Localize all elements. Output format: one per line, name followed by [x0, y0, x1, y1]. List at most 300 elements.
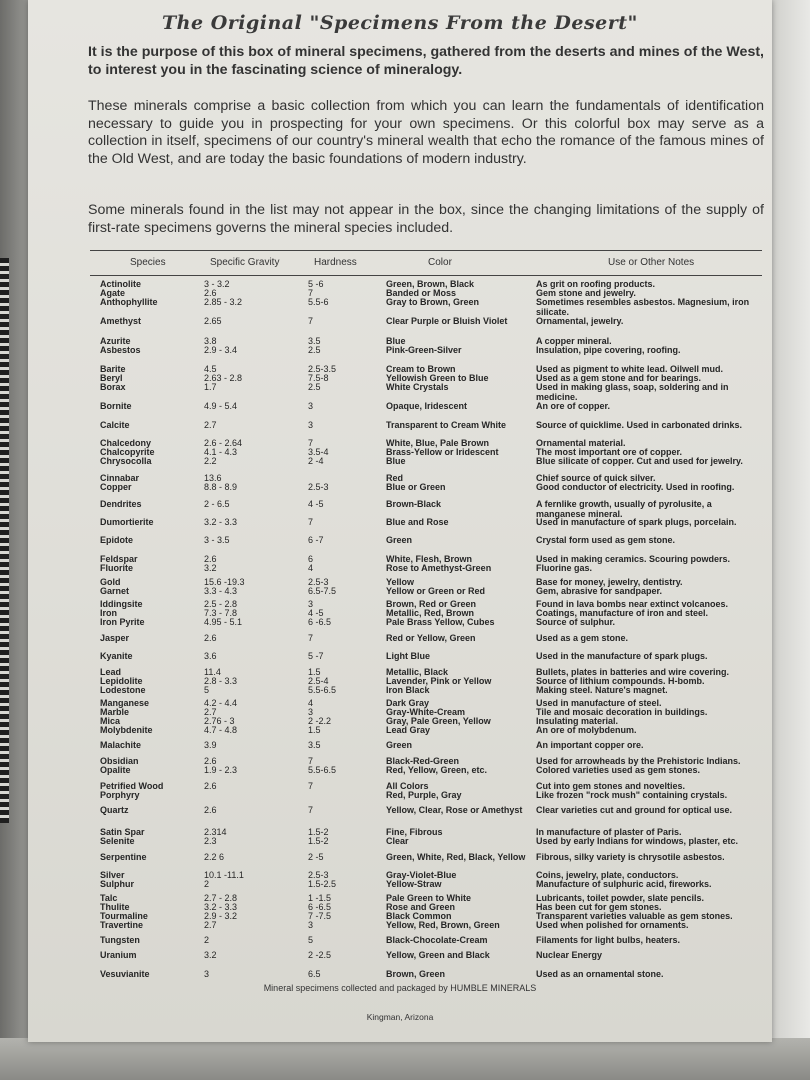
- color-cell: Brass-Yellow or Iridescent: [386, 447, 499, 457]
- hardness-cell: 4 -5: [308, 608, 324, 618]
- species-cell: Chalcedony: [100, 438, 152, 448]
- hardness-cell: 2.5-3: [308, 870, 329, 880]
- gravity-cell: 3.2: [204, 950, 217, 960]
- color-cell: Yellow, Green and Black: [386, 950, 490, 960]
- gravity-cell: 2.3: [204, 836, 217, 846]
- notes-cell: Source of lithium compounds. H-bomb.: [536, 676, 705, 686]
- table-row: [90, 970, 762, 984]
- notes-cell: Used as pigment to white lead. Oilwell mud.: [536, 364, 724, 374]
- species-cell: Actinolite: [100, 279, 142, 289]
- table-row: [90, 837, 762, 851]
- species-cell: Feldspar: [100, 554, 138, 564]
- gravity-cell: 2.2: [204, 456, 217, 466]
- gravity-cell: 11.4: [204, 667, 221, 677]
- hardness-cell: 7: [308, 633, 314, 643]
- species-cell: Dumortierite: [100, 517, 154, 527]
- species-cell: Agate: [100, 288, 126, 298]
- notes-cell: Chief source of quick silver.: [536, 473, 656, 483]
- color-cell: White Crystals: [386, 382, 449, 392]
- species-cell: Cinnabar: [100, 473, 140, 483]
- species-cell: Vesuvianite: [100, 969, 150, 979]
- species-cell: Anthophyllite: [100, 297, 158, 307]
- species-cell: Asbestos: [100, 345, 141, 355]
- species-cell: Tourmaline: [100, 911, 148, 921]
- color-cell: All Colors: [386, 781, 429, 791]
- gravity-cell: 2: [204, 935, 210, 945]
- gravity-cell: 2.5 - 2.8: [204, 599, 238, 609]
- notes-cell: Source of sulphur.: [536, 617, 616, 627]
- gravity-cell: 3: [204, 969, 210, 979]
- notes-cell: Used in the manufacture of spark plugs.: [536, 651, 708, 661]
- color-cell: Metallic, Red, Brown: [386, 608, 475, 618]
- hardness-cell: 1.5: [308, 725, 321, 735]
- gravity-cell: 4.2 - 4.4: [204, 698, 238, 708]
- species-cell: Garnet: [100, 586, 130, 596]
- species-cell: Beryl: [100, 373, 123, 383]
- hardness-cell: 5.5-6: [308, 297, 329, 307]
- gravity-cell: 3.9: [204, 740, 217, 750]
- intro-paragraph-1: It is the purpose of this box of mineral specimens, gathered from the deserts and mines of the West, to interest you in the fascinating science of mineralogy.: [88, 44, 764, 78]
- notes-cell: Source of quicklime. Used in carbonated drinks.: [536, 420, 743, 430]
- color-cell: Yellow, Clear, Rose or Amethyst: [386, 805, 523, 815]
- hardness-cell: 5 -6: [308, 279, 324, 289]
- hardness-cell: 7 -7.5: [308, 911, 332, 921]
- notes-cell: Ornamental material.: [536, 438, 626, 448]
- color-cell: White, Flesh, Brown: [386, 554, 473, 564]
- hardness-cell: 5.5-6.5: [308, 685, 337, 695]
- hardness-cell: 4: [308, 563, 314, 573]
- color-cell: Black-Red-Green: [386, 756, 460, 766]
- gravity-cell: 2.6 - 2.64: [204, 438, 243, 448]
- color-cell: Opaque, Iridescent: [386, 401, 468, 411]
- notes-cell: Gem, abrasive for sandpaper.: [536, 586, 663, 596]
- notes-cell: Has been cut for gem stones.: [536, 902, 662, 912]
- table-row: [90, 536, 762, 550]
- table-row: [90, 297, 762, 317]
- species-cell: Lead: [100, 667, 122, 677]
- intro-paragraph-3: Some minerals found in the list may not appear in the box, since the changing limitations of the supply of first-rate specimens governs the mineral species included.: [88, 202, 764, 236]
- color-cell: Brown-Black: [386, 499, 442, 509]
- table-row: [90, 652, 762, 666]
- gravity-cell: 2.314: [204, 827, 227, 837]
- notes-cell: As grit on roofing products.: [536, 279, 655, 289]
- notes-cell: Coatings, manufacture of iron and steel.: [536, 608, 709, 618]
- notes-cell: Tile and mosaic decoration in buildings.: [536, 707, 708, 717]
- notes-cell: Filaments for light bulbs, heaters.: [536, 935, 681, 945]
- notes-cell: Making steel. Nature's magnet.: [536, 685, 668, 695]
- color-cell: Brown, Green: [386, 969, 446, 979]
- gravity-cell: 3.2 - 3.3: [204, 517, 238, 527]
- gravity-cell: 4.7 - 4.8: [204, 725, 238, 735]
- species-cell: Fluorite: [100, 563, 133, 573]
- notes-cell: Gem stone and jewelry.: [536, 288, 636, 298]
- species-cell: Molybdenite: [100, 725, 153, 735]
- color-cell: Brown, Red or Green: [386, 599, 477, 609]
- color-cell: Iron Black: [386, 685, 430, 695]
- gravity-cell: 2.7: [204, 920, 217, 930]
- species-cell: Lepidolite: [100, 676, 143, 686]
- notes-cell: Coins, jewelry, plate, conductors.: [536, 870, 679, 880]
- color-cell: Blue and Rose: [386, 517, 449, 527]
- color-cell: Yellow, Red, Brown, Green: [386, 920, 500, 930]
- species-cell: Serpentine: [100, 852, 147, 862]
- gravity-cell: 2.8 - 3.3: [204, 676, 238, 686]
- intro-paragraph-2: These minerals comprise a basic collection from which you can learn the fundamentals of identification necessary to guide you in prospecting for your own specimens. Or this colorful box may serve as a collection in itself, specimens of our country's mineral wealth that echo the romance of the famous mines of the Old West, and are today the basic foundations of modern industry.: [88, 98, 764, 167]
- notes-cell: Fluorine gas.: [536, 563, 593, 573]
- hardness-cell: 3: [308, 401, 314, 411]
- hardness-cell: 3: [308, 707, 314, 717]
- hardness-cell: 3.5: [308, 336, 321, 346]
- gravity-cell: 2 - 6.5: [204, 499, 230, 509]
- gravity-cell: 3.3 - 4.3: [204, 586, 238, 596]
- species-cell: Travertine: [100, 920, 144, 930]
- color-cell: Green: [386, 740, 413, 750]
- species-cell: Amethyst: [100, 316, 142, 326]
- color-cell: Red, Yellow, Green, etc.: [386, 765, 488, 775]
- gravity-cell: 2.6: [204, 633, 217, 643]
- hardness-cell: 6.5-7.5: [308, 586, 337, 596]
- species-cell: Thulite: [100, 902, 130, 912]
- notes-cell: Fibrous, silky variety is chrysotile asbestos.: [536, 852, 725, 862]
- footer-location: Kingman, Arizona: [366, 1012, 434, 1022]
- gravity-cell: 1.7: [204, 382, 217, 392]
- gravity-cell: 2.9 - 3.2: [204, 911, 238, 921]
- notes-cell: An ore of molybdenum.: [536, 725, 637, 735]
- table-row: [90, 518, 762, 532]
- color-cell: Gray, Pale Green, Yellow: [386, 716, 491, 726]
- species-cell: Marble: [100, 707, 130, 717]
- notes-cell: A fernlike growth, usually of pyrolusite, a manganese mineral.: [536, 499, 712, 519]
- hardness-cell: 7: [308, 316, 314, 326]
- color-cell: White, Blue, Pale Brown: [386, 438, 490, 448]
- hardness-cell: 2 -4: [308, 456, 324, 466]
- hardness-cell: 1 -1.5: [308, 893, 332, 903]
- table-row: [90, 421, 762, 435]
- notes-cell: Bullets, plates in batteries and wire covering.: [536, 667, 730, 677]
- color-cell: Pink-Green-Silver: [386, 345, 462, 355]
- table-row: [90, 741, 762, 755]
- notes-cell: Clear varieties cut and ground for optical use.: [536, 805, 733, 815]
- notes-cell: Crystal form used as gem stone.: [536, 535, 676, 545]
- gravity-cell: 2.6: [204, 554, 217, 564]
- header-gravity: Specific Gravity: [210, 257, 280, 268]
- bead-chain: [0, 258, 9, 823]
- table-row: [90, 791, 762, 805]
- color-cell: Banded or Moss: [386, 288, 457, 298]
- notes-cell: Base for money, jewelry, dentistry.: [536, 577, 683, 587]
- color-cell: Yellow: [386, 577, 415, 587]
- table-row: [90, 921, 762, 935]
- species-cell: Jasper: [100, 633, 130, 643]
- notes-cell: In manufacture of plaster of Paris.: [536, 827, 682, 837]
- color-cell: Dark Gray: [386, 698, 430, 708]
- header-color: Color: [428, 257, 452, 268]
- species-cell: Iddingsite: [100, 599, 143, 609]
- species-cell: Barite: [100, 364, 126, 374]
- species-cell: Chrysocolla: [100, 456, 152, 466]
- color-cell: Metallic, Black: [386, 667, 449, 677]
- gravity-cell: 3.2 - 3.3: [204, 902, 238, 912]
- notes-cell: Manufacture of sulphuric acid, fireworks.: [536, 879, 712, 889]
- hardness-cell: 7: [308, 517, 314, 527]
- species-cell: Porphyry: [100, 790, 140, 800]
- notes-cell: An ore of copper.: [536, 401, 611, 411]
- gravity-cell: 3.2: [204, 563, 217, 573]
- species-cell: Sulphur: [100, 879, 134, 889]
- header-species: Species: [130, 257, 166, 268]
- hardness-cell: 3.5: [308, 740, 321, 750]
- notes-cell: Cut into gem stones and novelties.: [536, 781, 686, 791]
- gravity-cell: 13.6: [204, 473, 222, 483]
- gravity-cell: 5: [204, 685, 210, 695]
- table-row: [90, 766, 762, 780]
- species-cell: Epidote: [100, 535, 133, 545]
- hardness-cell: 7: [308, 805, 314, 815]
- species-cell: Selenite: [100, 836, 135, 846]
- notes-cell: Insulation, pipe covering, roofing.: [536, 345, 681, 355]
- table-row: [90, 317, 762, 331]
- species-cell: Uranium: [100, 950, 137, 960]
- notes-cell: The most important ore of copper.: [536, 447, 683, 457]
- gravity-cell: 2.65: [204, 316, 222, 326]
- gravity-cell: 2.6: [204, 756, 217, 766]
- specimen-sheet: [28, 0, 772, 1042]
- color-cell: Green, Brown, Black: [386, 279, 475, 289]
- gravity-cell: 2.9 - 3.4: [204, 345, 238, 355]
- hardness-cell: 6 -6.5: [308, 902, 332, 912]
- notes-cell: Blue silicate of copper. Cut and used for jewelry.: [536, 456, 743, 466]
- notes-cell: Colored varieties used as gem stones.: [536, 765, 701, 775]
- color-cell: Yellow-Straw: [386, 879, 442, 889]
- species-cell: Mica: [100, 716, 121, 726]
- notes-cell: An important copper ore.: [536, 740, 644, 750]
- species-cell: Chalcopyrite: [100, 447, 155, 457]
- hardness-cell: 7: [308, 756, 314, 766]
- hardness-cell: 7: [308, 288, 314, 298]
- notes-cell: Like frozen "rock mush" containing crystals.: [536, 790, 728, 800]
- notes-cell: Used as a gem stone.: [536, 633, 629, 643]
- species-cell: Kyanite: [100, 651, 133, 661]
- color-cell: Red: [386, 473, 404, 483]
- gravity-cell: 2.7: [204, 707, 217, 717]
- table-row: [90, 346, 762, 360]
- table-row: [90, 806, 762, 820]
- table-row: [90, 382, 762, 402]
- color-cell: Lead Gray: [386, 725, 431, 735]
- gravity-cell: 2.6: [204, 288, 217, 298]
- notes-cell: Lubricants, toilet powder, slate pencils.: [536, 893, 705, 903]
- species-cell: Manganese: [100, 698, 150, 708]
- table-row: [90, 483, 762, 497]
- table-row: [90, 457, 762, 471]
- species-cell: Borax: [100, 382, 126, 392]
- hardness-cell: 6 -7: [308, 535, 324, 545]
- hardness-cell: 3: [308, 920, 314, 930]
- color-cell: Rose to Amethyst-Green: [386, 563, 492, 573]
- gravity-cell: 7.3 - 7.8: [204, 608, 238, 618]
- gravity-cell: 2.85 - 3.2: [204, 297, 243, 307]
- notes-cell: Used in making ceramics. Scouring powders.: [536, 554, 731, 564]
- species-cell: Iron Pyrite: [100, 617, 145, 627]
- color-cell: Green, White, Red, Black, Yellow: [386, 852, 526, 862]
- color-cell: Gray-White-Cream: [386, 707, 466, 717]
- color-cell: Lavender, Pink or Yellow: [386, 676, 492, 686]
- gravity-cell: 4.9 - 5.4: [204, 401, 238, 411]
- hardness-cell: 3: [308, 599, 314, 609]
- header-hardness: Hardness: [314, 257, 357, 268]
- notes-cell: Used in manufacture of spark plugs, porcelain.: [536, 517, 737, 527]
- gravity-cell: 15.6 -19.3: [204, 577, 245, 587]
- hardness-cell: 1.5-2: [308, 827, 329, 837]
- hardness-cell: 5: [308, 935, 314, 945]
- hardness-cell: 2.5-3.5: [308, 364, 337, 374]
- hardness-cell: 4: [308, 698, 314, 708]
- hardness-cell: 2.5-3: [308, 482, 329, 492]
- species-cell: Obsidian: [100, 756, 139, 766]
- notes-cell: Used as an ornamental stone.: [536, 969, 664, 979]
- color-cell: Pale Green to White: [386, 893, 472, 903]
- notes-cell: Insulating material.: [536, 716, 619, 726]
- species-cell: Talc: [100, 893, 118, 903]
- hardness-cell: 1.5: [308, 667, 321, 677]
- color-cell: Cream to Brown: [386, 364, 456, 374]
- species-cell: Dendrites: [100, 499, 142, 509]
- hardness-cell: 1.5-2.5: [308, 879, 337, 889]
- notes-cell: Nuclear Energy: [536, 950, 603, 960]
- header-notes: Use or Other Notes: [608, 257, 695, 268]
- gravity-cell: 3.6: [204, 651, 217, 661]
- gravity-cell: 2.7 - 2.8: [204, 893, 238, 903]
- species-cell: Gold: [100, 577, 121, 587]
- hardness-cell: 2.5: [308, 345, 321, 355]
- hardness-cell: 6: [308, 554, 314, 564]
- hardness-cell: 7: [308, 438, 314, 448]
- notes-cell: Used as a gem stone and for bearings.: [536, 373, 702, 383]
- gravity-cell: 4.1 - 4.3: [204, 447, 238, 457]
- species-cell: Opalite: [100, 765, 131, 775]
- color-cell: Yellow or Green or Red: [386, 586, 486, 596]
- notes-cell: Transparent varieties valuable as gem stones.: [536, 911, 733, 921]
- hardness-cell: 2.5-4: [308, 676, 329, 686]
- table-row: [90, 936, 762, 950]
- gravity-cell: 3 - 3.2: [204, 279, 230, 289]
- hardness-cell: 5.5-6.5: [308, 765, 337, 775]
- color-cell: Rose and Green: [386, 902, 456, 912]
- hardness-cell: 4 -5: [308, 499, 324, 509]
- table-row: [90, 853, 762, 867]
- gravity-cell: 2: [204, 879, 210, 889]
- gravity-cell: 2.76 - 3: [204, 716, 235, 726]
- hardness-cell: 2 -5: [308, 852, 324, 862]
- species-cell: Quartz: [100, 805, 129, 815]
- color-cell: Fine, Fibrous: [386, 827, 443, 837]
- notes-cell: Sometimes resembles asbestos. Magnesium, iron silicate.: [536, 297, 750, 317]
- hardness-cell: 2 -2.2: [308, 716, 332, 726]
- frame-bottom: [0, 1038, 810, 1080]
- color-cell: Black Common: [386, 911, 452, 921]
- gravity-cell: 1.9 - 2.3: [204, 765, 238, 775]
- notes-cell: Found in lava bombs near extinct volcanoes.: [536, 599, 729, 609]
- species-cell: Satin Spar: [100, 827, 145, 837]
- color-cell: Black-Chocolate-Cream: [386, 935, 488, 945]
- hardness-cell: 2 -2.5: [308, 950, 332, 960]
- species-cell: Petrified Wood: [100, 781, 164, 791]
- gravity-cell: 2.2 6: [204, 852, 225, 862]
- color-cell: Clear Purple or Bluish Violet: [386, 316, 508, 326]
- gravity-cell: 10.1 -11.1: [204, 870, 244, 880]
- hardness-cell: 3: [308, 420, 314, 430]
- hardness-cell: 1.5-2: [308, 836, 329, 846]
- color-cell: Blue or Green: [386, 482, 446, 492]
- hardness-cell: 5 -7: [308, 651, 324, 661]
- notes-cell: Used in manufacture of steel.: [536, 698, 662, 708]
- gravity-cell: 2.7: [204, 420, 217, 430]
- color-cell: Red, Purple, Gray: [386, 790, 462, 800]
- color-cell: Yellowish Green to Blue: [386, 373, 489, 383]
- table-row: [90, 402, 762, 416]
- color-cell: Blue: [386, 336, 406, 346]
- color-cell: Transparent to Cream White: [386, 420, 507, 430]
- species-cell: Azurite: [100, 336, 131, 346]
- notes-cell: Used when polished for ornaments.: [536, 920, 689, 930]
- species-cell: Iron: [100, 608, 117, 618]
- table-row: [90, 564, 762, 578]
- color-cell: Blue: [386, 456, 406, 466]
- notes-cell: Ornamental, jewelry.: [536, 316, 624, 326]
- footer-credit: Mineral specimens collected and packaged by HUMBLE MINERALS: [263, 983, 537, 993]
- gravity-cell: 3 - 3.5: [204, 535, 230, 545]
- hardness-cell: 7: [308, 781, 314, 791]
- species-cell: Bornite: [100, 401, 132, 411]
- species-cell: Lodestone: [100, 685, 146, 695]
- table-row: [90, 499, 762, 519]
- gravity-cell: 2.63 - 2.8: [204, 373, 243, 383]
- color-cell: Clear: [386, 836, 409, 846]
- gravity-cell: 4.5: [204, 364, 217, 374]
- color-cell: Gray to Brown, Green: [386, 297, 480, 307]
- table-row: [90, 726, 762, 740]
- gravity-cell: 4.95 - 5.1: [204, 617, 243, 627]
- notes-cell: Used for arrowheads by the Prehistoric Indians.: [536, 756, 741, 766]
- table-header: [90, 250, 762, 276]
- color-cell: Pale Brass Yellow, Cubes: [386, 617, 495, 627]
- page-title: The Original "Specimens From the Desert": [162, 12, 638, 34]
- gravity-cell: 2.6: [204, 805, 217, 815]
- gravity-cell: 8.8 - 8.9: [204, 482, 238, 492]
- notes-cell: A copper mineral.: [536, 336, 612, 346]
- color-cell: Gray-Violet-Blue: [386, 870, 457, 880]
- color-cell: Green: [386, 535, 413, 545]
- color-cell: Light Blue: [386, 651, 430, 661]
- table-row: [90, 880, 762, 894]
- color-cell: Red or Yellow, Green: [386, 633, 476, 643]
- hardness-cell: 7.5-8: [308, 373, 329, 383]
- table-row: [90, 951, 762, 965]
- notes-cell: Good conductor of electricity. Used in roofing.: [536, 482, 735, 492]
- species-cell: Copper: [100, 482, 132, 492]
- frame-right: [770, 0, 810, 1080]
- table-row: [90, 618, 762, 632]
- species-cell: Silver: [100, 870, 125, 880]
- hardness-cell: 6.5: [308, 969, 321, 979]
- species-cell: Malachite: [100, 740, 142, 750]
- hardness-cell: 6 -6.5: [308, 617, 332, 627]
- notes-cell: Used by early Indians for windows, plaster, etc.: [536, 836, 739, 846]
- species-cell: Tungsten: [100, 935, 140, 945]
- notes-cell: Used in making glass, soap, soldering and in medicine.: [536, 382, 729, 402]
- hardness-cell: 3.5-4: [308, 447, 329, 457]
- hardness-cell: 2.5: [308, 382, 321, 392]
